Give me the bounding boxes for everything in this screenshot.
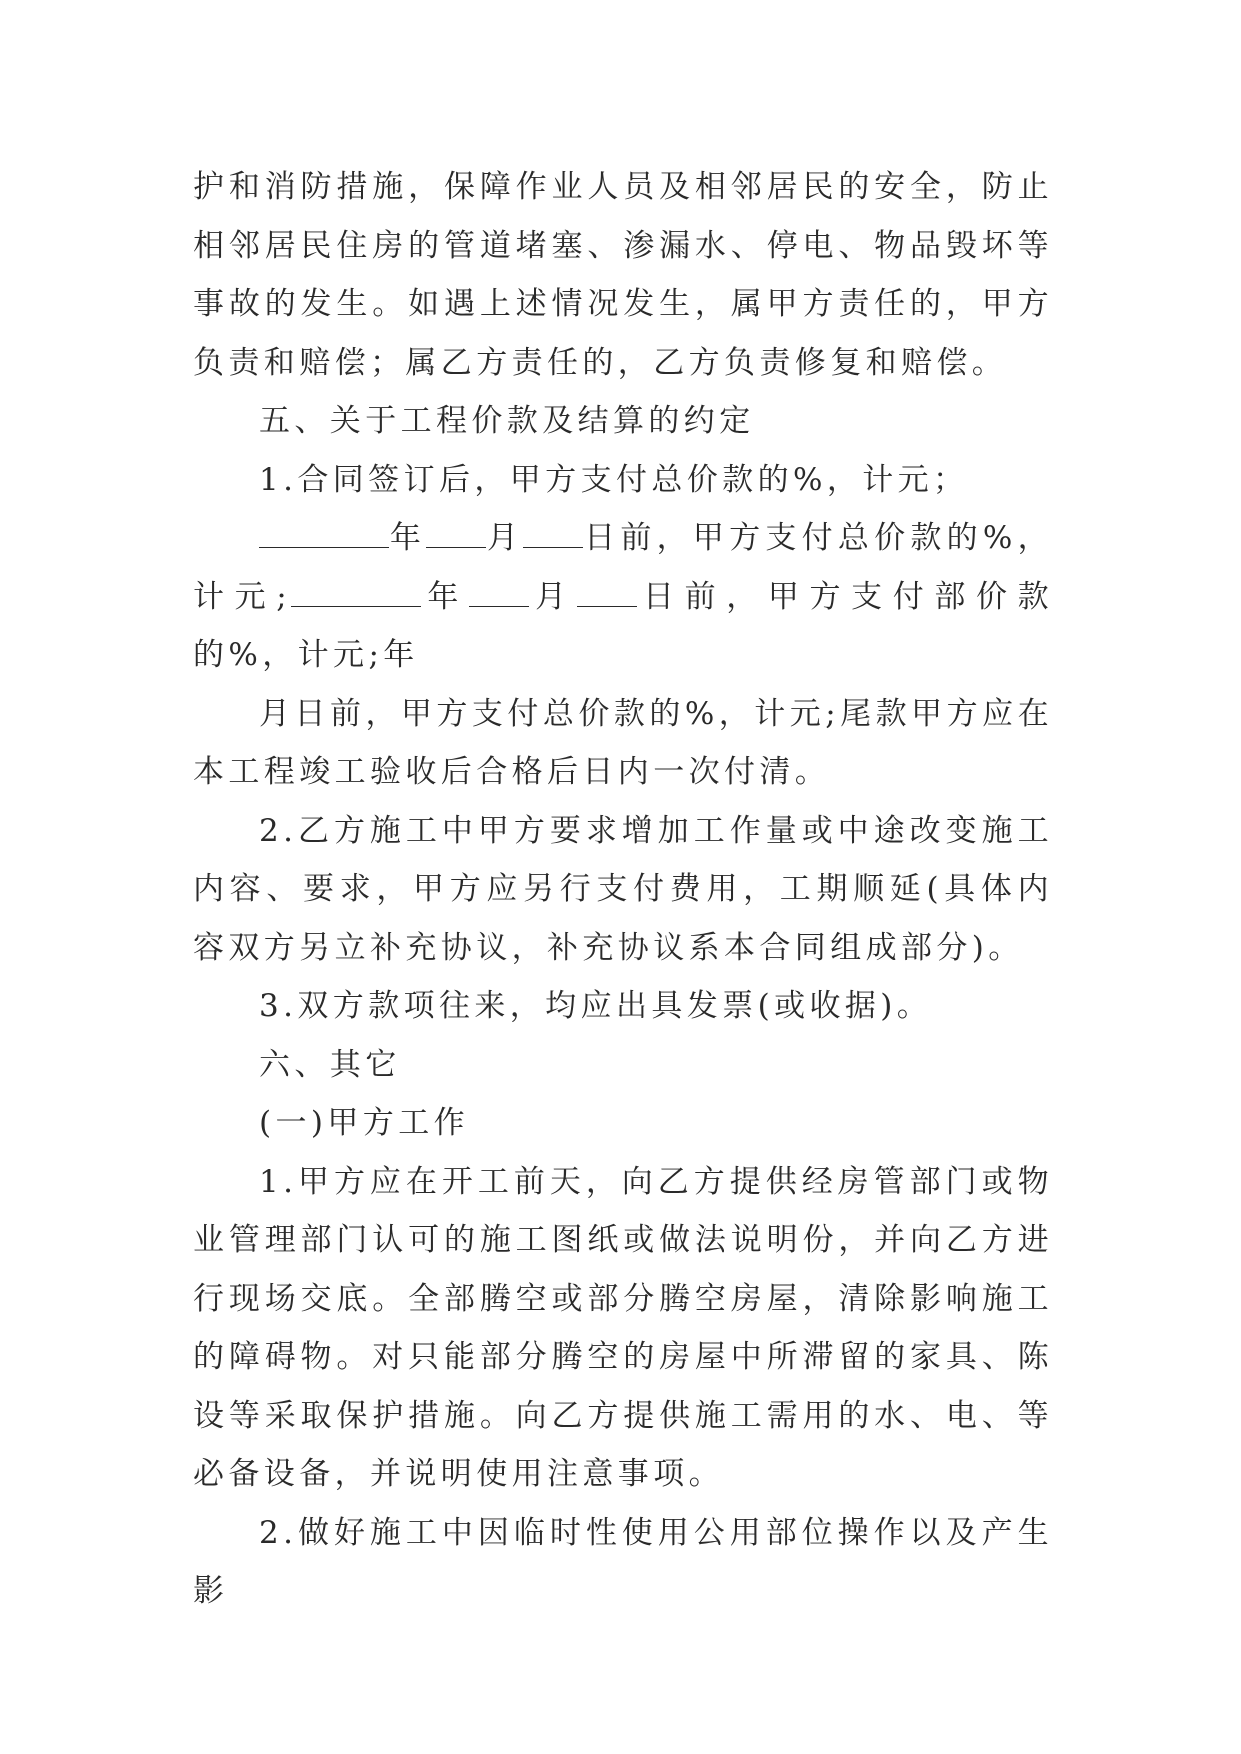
blank-line [523, 519, 583, 548]
year-label: 年 [421, 578, 469, 615]
final-payment-paragraph: 月日前，甲方支付总价款的%，计元;尾款甲方应在本工程竣工验收后合格后日内一次付清。 [193, 695, 1053, 790]
clause-2-party-a-duties: 2.做好施工中因临时性使用公用部位操作以及产生影 [193, 1514, 1053, 1609]
payment-schedule [193, 509, 1053, 685]
blank-line [426, 519, 486, 548]
subsection-heading-party-a: (一)甲方工作 [259, 1105, 469, 1141]
blank-line [291, 578, 421, 607]
clause-1-party-a-duties: 1.甲方应在开工前天，向乙方提供经房管部门或物业管理部门认可的施工图纸或做法说明份，并向乙方进行现场交底。全部腾空或部分腾空房屋，清除影响施工的障碍物。对只能部分腾空的房屋中所滞留的家具、陈设等采取保护措施。向乙方提供施工需用的水、电、等必备设备，并说明使用注意事项。 [193, 1163, 1053, 1492]
blank-line [577, 578, 637, 607]
schedule-text: 日前，甲方支付部价款的%，计元;年 [193, 578, 1053, 673]
section-heading-6: 六、其它 [259, 1046, 401, 1083]
schedule-text: 日前，甲方支付总价款的%，计元; [193, 520, 1054, 615]
section-heading-5: 五、关于工程价款及结算的约定 [259, 403, 755, 439]
clause-2-additional-work: 2.乙方施工中甲方要求增加工作量或中途改变施工内容、要求，甲方应另行支付费用，工期顺延(具体内容双方另立补充协议，补充协议系本合同组成部分)。 [193, 812, 1053, 966]
document-body [193, 158, 1053, 1621]
paragraph-continuation: 护和消防措施，保障作业人员及相邻居民的安全，防止相邻居民住房的管道堵塞、渗漏水、停电、物品毁坏等事故的发生。如遇上述情况发生，属甲方责任的，甲方负责和赔偿；属乙方责任的，乙方负责修复和赔偿。 [193, 169, 1053, 381]
year-label: 年 [389, 520, 427, 556]
clause-3-invoices: 3.双方款项往来，均应出具发票(或收据)。 [259, 988, 933, 1024]
clause-1-payment: 1.合同签订后，甲方支付总价款的%，计元； [259, 461, 969, 498]
blank-line [259, 519, 389, 548]
month-label: 月 [486, 520, 524, 556]
month-label: 月 [528, 578, 577, 615]
blank-line [469, 578, 529, 607]
